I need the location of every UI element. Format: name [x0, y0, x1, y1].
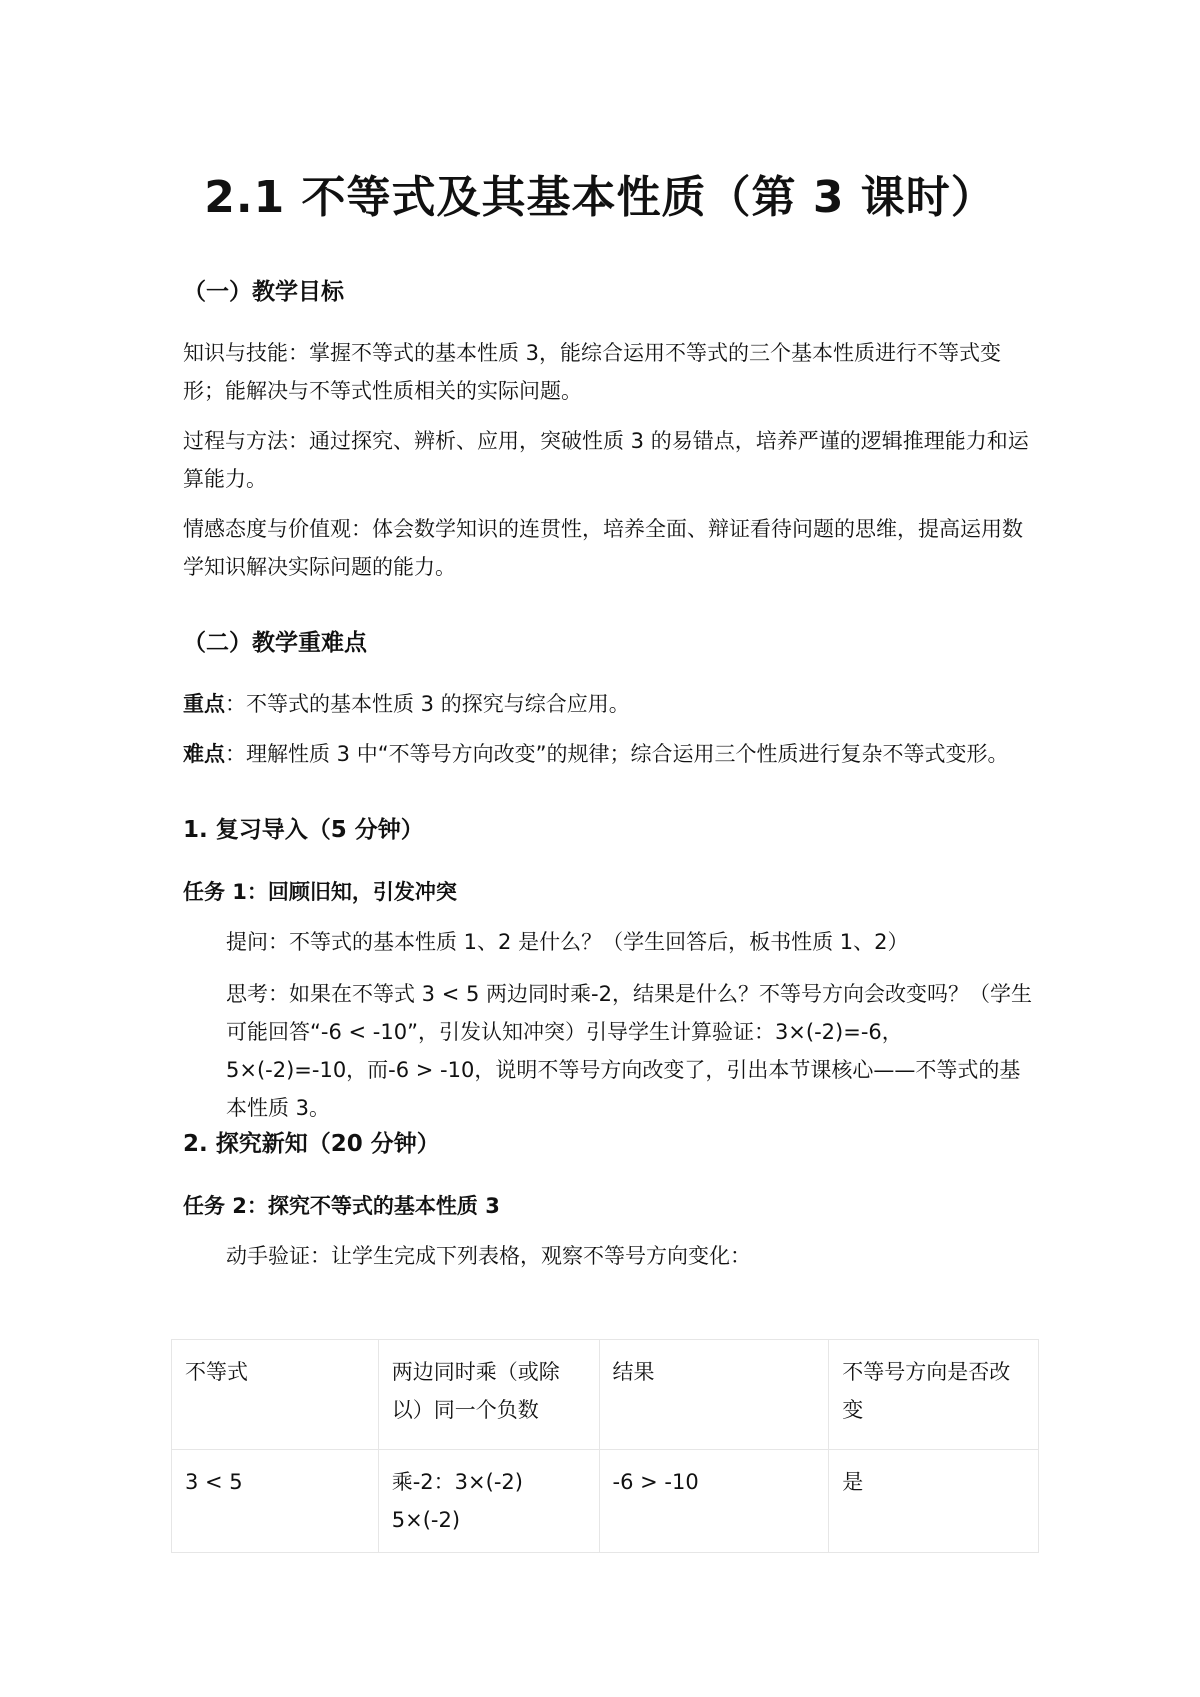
objective-process: 过程与方法：通过探究、辨析、应用，突破性质 3 的易错点，培养严谨的逻辑推理能力和运算能力。: [183, 429, 1029, 491]
page-title: 2.1 不等式及其基本性质（第 3 课时）: [204, 172, 996, 223]
task1-question: 提问：不等式的基本性质 1、2 是什么？（学生回答后，板书性质 1、2）: [226, 930, 909, 954]
table-header-cell: 结果: [599, 1340, 829, 1450]
table-header-cell: 不等号方向是否改变: [829, 1340, 1039, 1450]
table-row: [172, 1450, 1039, 1553]
section-heading-key-points: （二）教学重难点: [183, 630, 367, 656]
table-cell: 3 < 5: [172, 1450, 379, 1553]
difficult-point: [183, 735, 1038, 773]
table-cell: -6 > -10: [599, 1450, 829, 1553]
part2-heading: 2. 探究新知（20 分钟）: [183, 1131, 440, 1157]
property-table: [171, 1339, 1039, 1553]
table-header-row: [172, 1340, 1039, 1450]
task1-title: 任务 1：回顾旧知，引发冲突: [183, 880, 457, 904]
section-heading-objectives: （一）教学目标: [183, 279, 344, 305]
table-header-cell: 两边同时乘（或除以）同一个负数: [378, 1340, 599, 1450]
key-point-label: 重点: [183, 692, 225, 716]
task1-thinking: 思考：如果在不等式 3 < 5 两边同时乘-2，结果是什么？不等号方向会改变吗？（学生可能回答“-6 < -10”，引发认知冲突）引导学生计算验证：3×(-2)=-6，5×(-2)=-10，而-6 > -10，说明不等号方向改变了，引出本节课核心——不等式的基本性质 3。: [226, 982, 1032, 1120]
difficult-point-label: 难点: [183, 742, 225, 766]
table-header-cell: 不等式: [172, 1340, 379, 1450]
difficult-point-text: ：理解性质 3 中“不等号方向改变”的规律；综合运用三个性质进行复杂不等式变形。: [225, 742, 1009, 766]
objective-knowledge: 知识与技能：掌握不等式的基本性质 3，能综合运用不等式的三个基本性质进行不等式变形；能解决与不等式性质相关的实际问题。: [183, 341, 1002, 403]
key-point: [183, 685, 1038, 723]
part1-heading: 1. 复习导入（5 分钟）: [183, 817, 424, 843]
table-cell: 是: [829, 1450, 1039, 1553]
objective-emotion: 情感态度与价值观：体会数学知识的连贯性，培养全面、辩证看待问题的思维，提高运用数学知识解决实际问题的能力。: [183, 517, 1023, 579]
task2-intro: 动手验证：让学生完成下列表格，观察不等号方向变化：: [226, 1244, 751, 1268]
task2-title: 任务 2：探究不等式的基本性质 3: [183, 1194, 500, 1218]
table-cell: 乘-2：3×(-2) 5×(-2): [378, 1450, 599, 1553]
key-point-text: ：不等式的基本性质 3 的探究与综合应用。: [225, 692, 630, 716]
